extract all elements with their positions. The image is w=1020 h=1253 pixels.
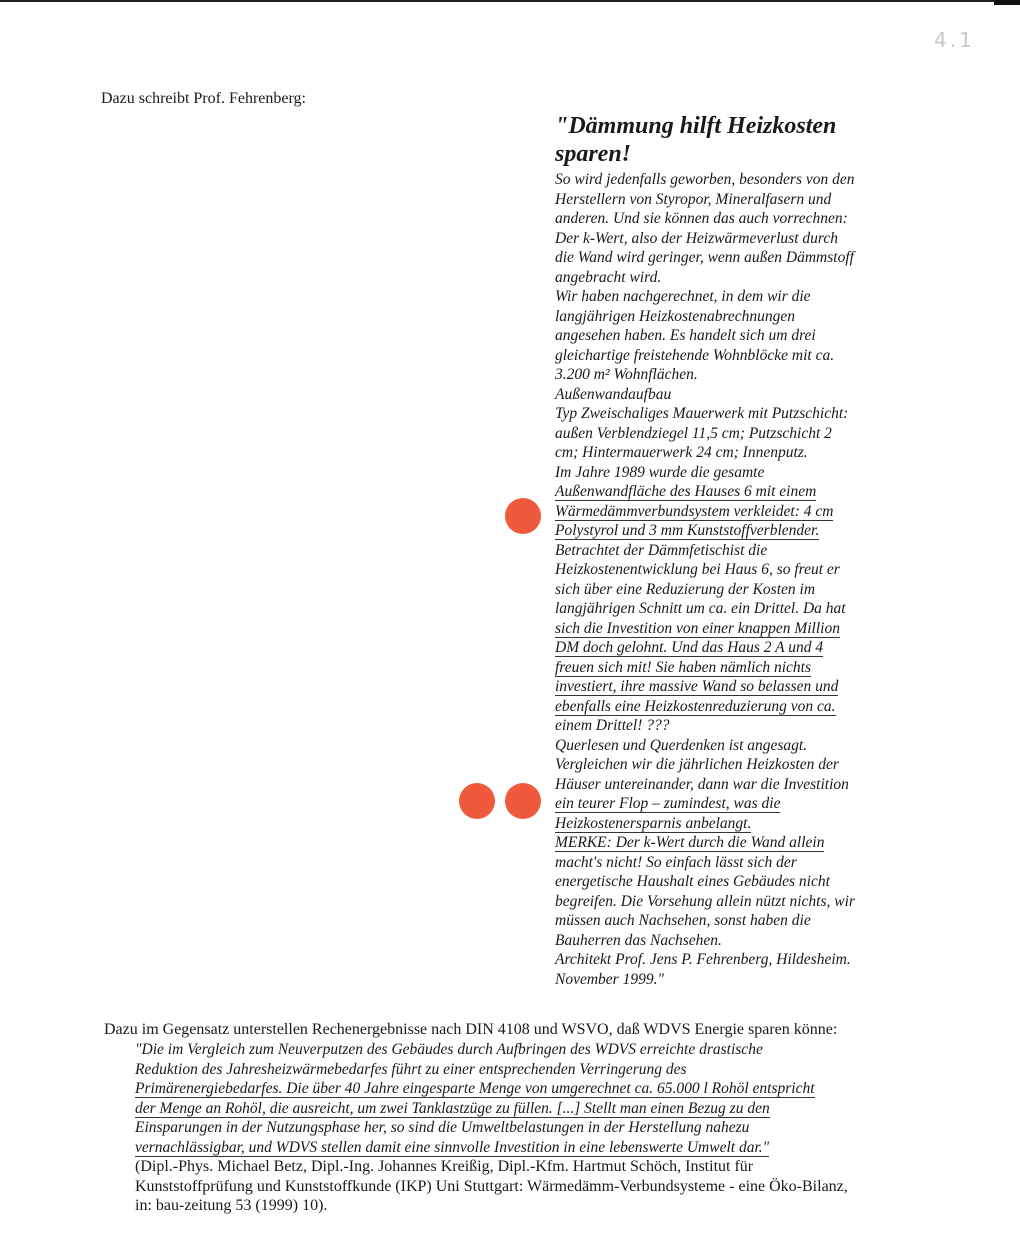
- text-line: [555, 638, 895, 658]
- red-marker-dot: [505, 498, 541, 534]
- text-line-content: angesehen haben. Es handelt sich um drei: [555, 327, 816, 344]
- text-line-content: Bauherren das Nachsehen.: [555, 931, 722, 949]
- text-line-content: die Wand wird geringer, wenn außen Dämmstoff: [555, 249, 854, 266]
- text-line-content: MERKE: Der k-Wert durch die Wand allein: [555, 834, 825, 851]
- text-line-content: DM doch gelohnt. Und das Haus 2 A und 4: [555, 639, 824, 656]
- text-line-content: Kunststoffprüfung und Kunststoffkunde (IKP) Uni Stuttgart: Wärmedämm-Verbundsysteme - eine Öko-Bilanz,: [135, 1177, 848, 1195]
- text-line: [555, 541, 895, 561]
- text-line: [555, 853, 895, 873]
- text-line: [555, 307, 895, 327]
- text-line: [555, 209, 895, 229]
- text-line-content: Einsparungen in der Nutzungsphase her, so sind die Umweltbelastungen in der Herstellung nahezu: [135, 1119, 750, 1136]
- text-line: [555, 950, 895, 970]
- text-line-content: macht's nicht! So einfach lässt sich der: [555, 853, 797, 871]
- text-line: [555, 443, 895, 463]
- text-line-content: investiert, ihre massive Wand so belassen und: [555, 678, 839, 695]
- text-line-content: Herstellern von Styropor, Mineralfasern und: [555, 190, 832, 208]
- text-line-content: anderen. Und sie können das auch vorrechnen:: [555, 210, 848, 227]
- text-line-content: langjährigen Heizkostenabrechnungen: [555, 307, 796, 325]
- text-line: [555, 521, 895, 541]
- text-line-content: Polystyrol und 3 mm Kunststoffverblender.: [555, 522, 820, 539]
- text-line-content: Der k-Wert, also der Heizwärmeverlust durch: [555, 229, 838, 247]
- text-line-content: begreifen. Die Vorsehung allein nützt nichts, wir: [555, 892, 855, 910]
- ikp-source: [135, 1157, 904, 1216]
- fehrenberg-quote: [555, 112, 895, 989]
- text-line-content: Heizkostenersparnis anbelangt.: [555, 814, 752, 832]
- text-line: [135, 1196, 904, 1216]
- text-line-content: Wir haben nachgerechnet, in dem wir die: [555, 288, 811, 305]
- text-line: [135, 1157, 904, 1177]
- text-line: [555, 229, 895, 249]
- text-line: [555, 619, 895, 639]
- text-line: [555, 736, 895, 756]
- text-line: [135, 1138, 904, 1158]
- text-line: [135, 1118, 904, 1138]
- text-line-content: Im Jahre 1989 wurde die gesamte: [555, 463, 765, 481]
- red-marker-dot: [459, 783, 495, 819]
- text-line: [555, 794, 895, 814]
- text-line-content: (Dipl.-Phys. Michael Betz, Dipl.-Ing. Johannes Kreißig, Dipl.-Kfm. Hartmut Schöch, Institut für: [135, 1158, 754, 1175]
- text-line-content: 3.200 m² Wohnflächen.: [555, 366, 698, 383]
- text-line-content: Querlesen und Querdenken ist angesagt.: [555, 736, 808, 754]
- text-line: [555, 833, 895, 853]
- text-line: [555, 268, 895, 288]
- text-line: [555, 248, 895, 268]
- text-line: [555, 170, 895, 190]
- text-line-content: Betrachtet der Dämmfetischist die: [555, 541, 768, 559]
- text-line-content: Wärmedämmverbundsystem verkleidet: 4 cm: [555, 502, 834, 520]
- quote-body: [555, 170, 895, 989]
- text-line-content: Außenwandaufbau: [555, 385, 672, 403]
- text-line-content: Heizkostenentwicklung bei Haus 6, so freut er: [555, 561, 840, 578]
- text-line-content: gleichartige freistehende Wohnblöcke mit ca.: [555, 346, 835, 364]
- top-border-line: [0, 0, 1020, 2]
- text-line: [555, 697, 895, 717]
- text-line-content: ein teurer Flop – zumindest, was die: [555, 795, 781, 812]
- text-line-content: vernachlässigbar, und WDVS stellen damit eine sinnvolle Investition in eine lebenswerte Umwelt dar.": [135, 1138, 770, 1156]
- text-line: [555, 775, 895, 795]
- text-line: [555, 502, 895, 522]
- page-number: 4.1: [934, 28, 975, 52]
- text-line-content: sich die Investition von einer knappen Million: [555, 619, 840, 637]
- text-line: [555, 404, 895, 424]
- text-line-content: außen Verblendziegel 11,5 cm; Putzschicht 2: [555, 424, 832, 442]
- text-line-content: angebracht wird.: [555, 268, 662, 286]
- quote-title-line: "Dämmung hilft Heizkosten: [555, 113, 837, 139]
- text-line-content: Typ Zweischaliges Mauerwerk mit Putzschicht:: [555, 405, 849, 422]
- text-line-content: der Menge an Rohöl, die ausreicht, um zwei Tanklastzüge zu füllen. [...] Stellt man einen Bezug zu den: [135, 1099, 770, 1117]
- text-line-content: langjährigen Schnitt um ca. ein Drittel. Da hat: [555, 600, 846, 617]
- text-line: [555, 892, 895, 912]
- text-line: [135, 1079, 904, 1099]
- text-line: [555, 424, 895, 444]
- text-line: [555, 482, 895, 502]
- text-line-content: Primärenergiebedarfes. Die über 40 Jahre eingesparte Menge von umgerechnet ca. 65.000 l Rohöl entspricht: [135, 1080, 815, 1097]
- quote-title-line: sparen!: [555, 141, 632, 167]
- text-line: [555, 385, 895, 405]
- text-line: [555, 814, 895, 834]
- text-line: [555, 658, 895, 678]
- text-line: [135, 1099, 904, 1119]
- text-line: [555, 931, 895, 951]
- ikp-quote: [135, 1040, 904, 1157]
- text-line: [555, 599, 895, 619]
- counter-statement: [104, 1020, 904, 1216]
- text-line-content: Häuser untereinander, dann war die Investition: [555, 775, 849, 793]
- text-line: [555, 755, 895, 775]
- text-line: [555, 190, 895, 210]
- text-line-content: November 1999.": [555, 970, 664, 988]
- text-line: [555, 365, 895, 385]
- text-line-content: "Die im Vergleich zum Neuverputzen des Gebäudes durch Aufbringen des WDVS erreichte drastische: [135, 1041, 763, 1058]
- text-line: [555, 287, 895, 307]
- text-line-content: energetische Haushalt eines Gebäudes nicht: [555, 873, 830, 890]
- text-line: [555, 560, 895, 580]
- text-line: [555, 677, 895, 697]
- text-line: [135, 1177, 904, 1197]
- text-line: [555, 346, 895, 366]
- text-line: [555, 580, 895, 600]
- text-line: [555, 716, 895, 736]
- text-line-content: Außenwandfläche des Hauses 6 mit einem: [555, 483, 817, 500]
- top-right-mark: [994, 0, 1020, 5]
- text-line-content: Reduktion des Jahresheizwärmebedarfes führt zu einer entsprechenden Verringerung des: [135, 1060, 687, 1078]
- text-line-content: in: bau-zeitung 53 (1999) 10).: [135, 1197, 328, 1214]
- text-line: [555, 911, 895, 931]
- text-line-content: sich über eine Reduzierung der Kosten im: [555, 580, 816, 598]
- text-line: [135, 1040, 904, 1060]
- text-line-content: Architekt Prof. Jens P. Fehrenberg, Hildesheim.: [555, 951, 851, 968]
- quote-title: [555, 112, 895, 168]
- text-line: [555, 463, 895, 483]
- text-line-content: einem Drittel! ???: [555, 717, 670, 734]
- text-line-content: Vergleichen wir die jährlichen Heizkosten der: [555, 756, 839, 773]
- intro-text: Dazu schreibt Prof. Fehrenberg:: [101, 90, 306, 107]
- text-line-content: So wird jedenfalls geworben, besonders von den: [555, 171, 855, 188]
- text-line-content: müssen auch Nachsehen, sonst haben die: [555, 912, 811, 929]
- counter-lead: Dazu im Gegensatz unterstellen Rechenergebnisse nach DIN 4108 und WSVO, daß WDVS Energie sparen könne:: [104, 1021, 838, 1038]
- text-line-content: ebenfalls eine Heizkostenreduzierung von ca.: [555, 697, 836, 715]
- text-line: [555, 970, 895, 990]
- text-line: [555, 326, 895, 346]
- text-line: [555, 872, 895, 892]
- text-line-content: cm; Hintermauerwerk 24 cm; Innenputz.: [555, 444, 808, 461]
- red-marker-dot: [505, 783, 541, 819]
- text-line-content: freuen sich mit! Sie haben nämlich nichts: [555, 658, 811, 676]
- text-line: [135, 1060, 904, 1080]
